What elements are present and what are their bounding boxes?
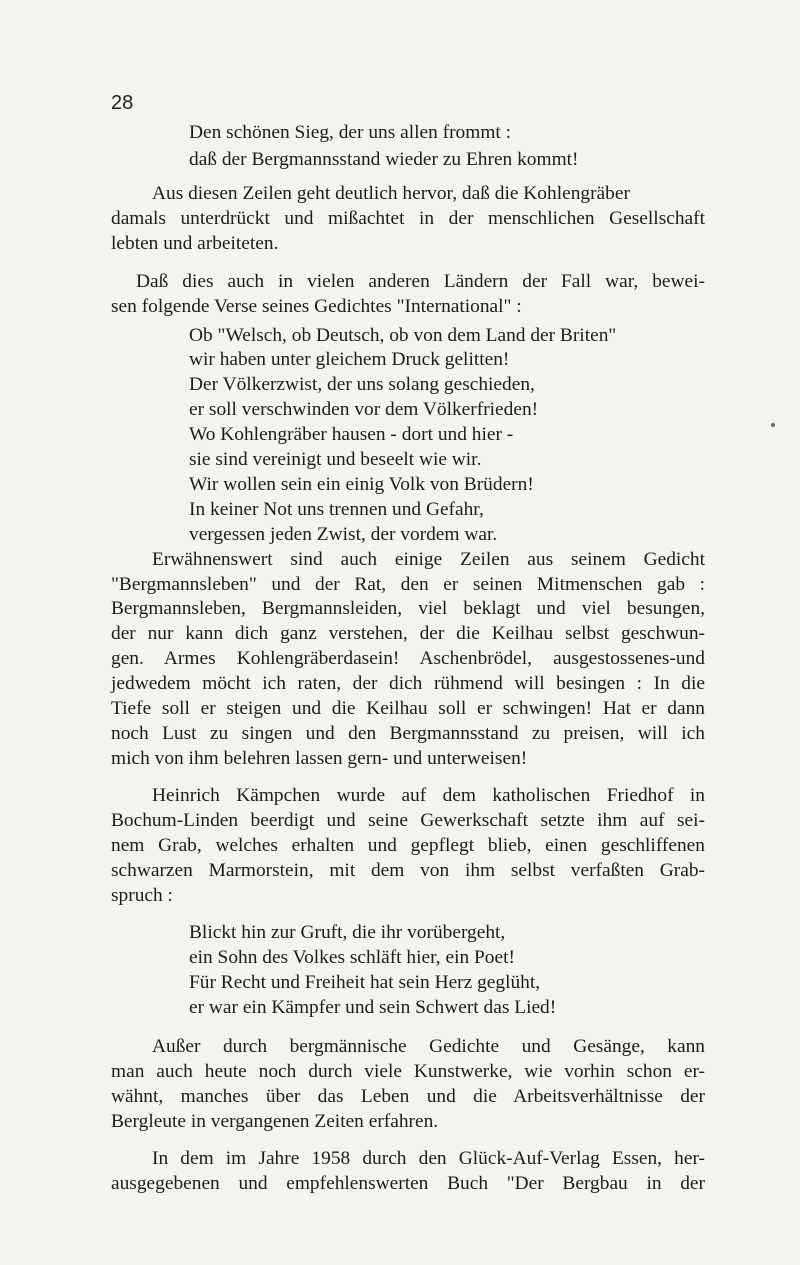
text-line: man auch heute noch durch viele Kunstwerke, wie vorhin schon er- (111, 1061, 705, 1082)
text-line: Wo Kohlengräber hausen - dort und hier - (189, 424, 514, 445)
text-line: Bergleute in vergangenen Zeiten erfahren. (111, 1111, 439, 1132)
text-line: Heinrich Kämpchen wurde auf dem katholischen Friedhof in (152, 785, 705, 806)
text-line: ein Sohn des Volkes schläft hier, ein Poet! (189, 947, 515, 968)
text-line: Daß dies auch in vielen anderen Ländern der Fall war, bewei- (136, 271, 705, 292)
text-line: Der Völkerzwist, der uns solang geschieden, (189, 374, 535, 395)
text-line: wähnt, manches über das Leben und die Arbeitsverhältnisse der (111, 1086, 705, 1107)
text-line: spruch : (111, 885, 173, 906)
text-line: In keiner Not uns trennen und Gefahr, (189, 499, 484, 520)
text-line: damals unterdrückt und mißachtet in der menschlichen Gesellschaft (111, 208, 705, 229)
text-line: Für Recht und Freiheit hat sein Herz geglüht, (189, 972, 541, 993)
text-line: wir haben unter gleichem Druck gelitten! (189, 349, 510, 370)
text-line: sen folgende Verse seines Gedichtes "International" : (111, 296, 522, 317)
text-line: Bergmannsleben, Bergmannsleiden, viel beklagt und viel besungen, (111, 598, 705, 619)
text-line: Bochum-Linden beerdigt und seine Gewerkschaft setzte ihm auf sei- (111, 810, 705, 831)
text-line: lebten und arbeiteten. (111, 233, 279, 254)
text-line: er soll verschwinden vor dem Völkerfrieden! (189, 399, 539, 420)
text-line: Tiefe soll er steigen und die Keilhau soll er schwingen! Hat er dann (111, 698, 705, 719)
text-line: Außer durch bergmännische Gedichte und Gesänge, kann (152, 1036, 705, 1057)
text-line: Erwähnenswert sind auch einige Zeilen aus seinem Gedicht (152, 549, 705, 570)
text-line: Blickt hin zur Gruft, die ihr vorübergeht, (189, 922, 506, 943)
text-line: Den schönen Sieg, der uns allen frommt : (189, 122, 512, 143)
text-line: Aus diesen Zeilen geht deutlich hervor, daß die Kohlengräber (152, 183, 630, 204)
page-speck (771, 423, 775, 427)
text-line: noch Lust zu singen und den Bergmannsstand zu preisen, will ich (111, 723, 705, 744)
text-line: gen. Armes Kohlengräberdasein! Aschenbrödel, ausgestossenes-und (111, 648, 705, 669)
text-line: "Bergmannsleben" und der Rat, den er seinen Mitmenschen gab : (111, 574, 705, 595)
text-line: mich von ihm belehren lassen gern- und unterweisen! (111, 748, 528, 769)
text-line: In dem im Jahre 1958 durch den Glück-Auf-Verlag Essen, her- (152, 1148, 705, 1169)
text-line: Ob "Welsch, ob Deutsch, ob von dem Land der Briten" (189, 325, 617, 346)
text-line: sie sind vereinigt und beseelt wie wir. (189, 449, 482, 470)
text-line: ausgegebenen und empfehlenswerten Buch "Der Bergbau in der (111, 1173, 705, 1194)
page-number: 28 (111, 92, 134, 114)
text-line: er war ein Kämpfer und sein Schwert das Lied! (189, 997, 557, 1018)
text-line: der nur kann dich ganz verstehen, der die Keilhau selbst geschwun- (111, 623, 705, 644)
text-line: jedwedem möcht ich raten, der dich rühmend will besingen : In die (111, 673, 705, 694)
text-line: vergessen jeden Zwist, der vordem war. (189, 524, 498, 545)
text-line: nem Grab, welches erhalten und gepflegt blieb, einen geschliffenen (111, 835, 705, 856)
text-line: Wir wollen sein ein einig Volk von Brüdern! (189, 474, 534, 495)
text-line: daß der Bergmannsstand wieder zu Ehren kommt! (189, 149, 579, 170)
text-line: schwarzen Marmorstein, mit dem von ihm selbst verfaßten Grab- (111, 860, 705, 881)
